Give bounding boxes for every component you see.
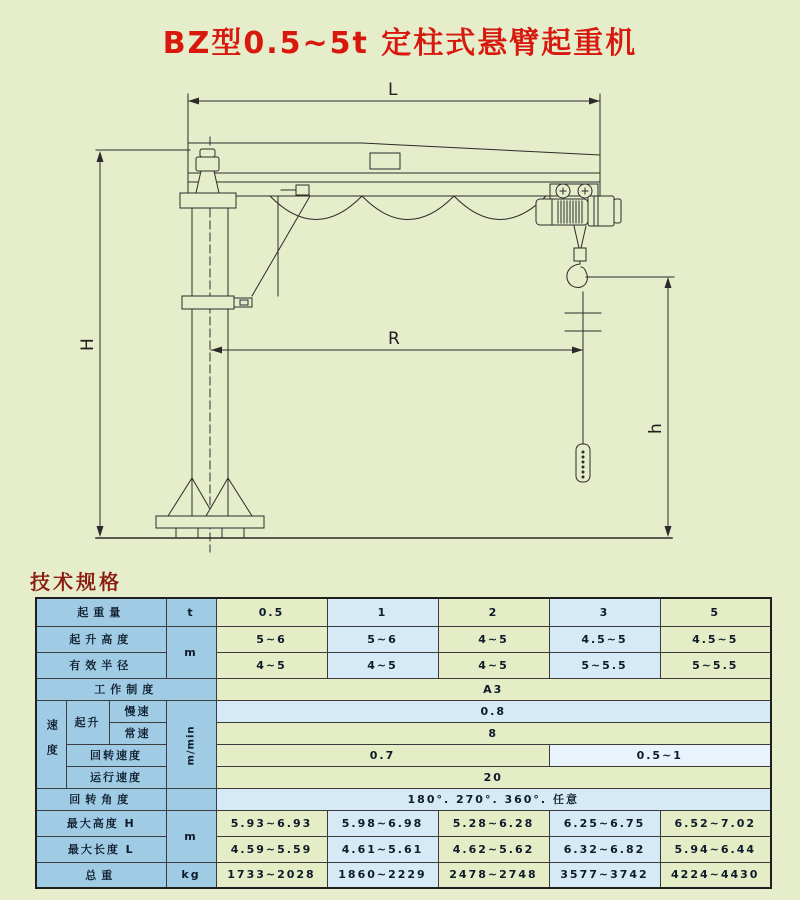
value-cell: 5.94~6.44 xyxy=(660,836,771,862)
row-max-height xyxy=(36,810,771,836)
slew-drive-motor xyxy=(196,149,219,193)
value-cell: 6.52~7.02 xyxy=(660,810,771,836)
page-title: BZ型0.5~5t 定柱式悬臂起重机 xyxy=(162,26,638,61)
row-lifting-height xyxy=(36,626,771,652)
value-cell: 4~5 xyxy=(438,652,549,678)
hoist-drum xyxy=(536,199,588,225)
hook xyxy=(567,264,588,288)
hook-centerline xyxy=(565,292,601,482)
row-slewing-angle xyxy=(36,788,771,810)
value-cell: 5.28~6.28 xyxy=(438,810,549,836)
value-cell: 0.5 xyxy=(216,598,327,626)
unit-cell: kg xyxy=(166,862,216,888)
dimension-h-label: h xyxy=(646,423,666,434)
value-cell: 5~5.5 xyxy=(660,652,771,678)
value-cell: 4~5 xyxy=(327,652,438,678)
value-cell: 1733~2028 xyxy=(216,862,327,888)
row-label: 起升高度 xyxy=(36,626,166,652)
section-heading: 技术规格 xyxy=(30,570,122,594)
row-label: 常速 xyxy=(109,722,166,744)
unit-cell: t xyxy=(166,598,216,626)
value-cell: 0.7 xyxy=(216,744,549,766)
value-cell: 3 xyxy=(549,598,660,626)
column xyxy=(156,137,310,552)
value-cell: 4.59~5.59 xyxy=(216,836,327,862)
value-cell: 4.61~5.61 xyxy=(327,836,438,862)
value-cell: A3 xyxy=(216,678,771,700)
unit-cell: m/min xyxy=(166,700,216,788)
value-cell: 8 xyxy=(216,722,771,744)
hoisting-label: 起升 xyxy=(66,700,109,744)
value-cell: 1 xyxy=(327,598,438,626)
value-cell: 0.8 xyxy=(216,700,771,722)
dimension-H-label: H xyxy=(78,338,98,351)
value-cell: 2478~2748 xyxy=(438,862,549,888)
value-cell: 4.5~5 xyxy=(549,626,660,652)
row-lifting-capacity xyxy=(36,598,771,626)
value-cell: 180°. 270°. 360°. 任意 xyxy=(216,788,771,810)
dimension-H xyxy=(96,150,190,537)
unit-cell: m xyxy=(166,810,216,862)
row-label: 回转速度 xyxy=(66,744,166,766)
row-label: 最大高度 H xyxy=(36,810,166,836)
row-label: 最大长度 L xyxy=(36,836,166,862)
row-label: 慢速 xyxy=(109,700,166,722)
row-label: 有效半径 xyxy=(36,652,166,678)
speed-group-label: 速度 xyxy=(36,700,66,788)
row-speed-normal xyxy=(36,722,771,744)
row-label: 回转角度 xyxy=(36,788,166,810)
value-cell: 4~5 xyxy=(438,626,549,652)
value-cell: 5.93~6.93 xyxy=(216,810,327,836)
value-cell: 6.32~6.82 xyxy=(549,836,660,862)
value-cell: 5~5.5 xyxy=(549,652,660,678)
row-label: 起重量 xyxy=(36,598,166,626)
value-cell: 1860~2229 xyxy=(327,862,438,888)
lower-collar xyxy=(182,296,234,309)
value-cell: 3577~3742 xyxy=(549,862,660,888)
value-cell: 2 xyxy=(438,598,549,626)
hoist-motor xyxy=(588,196,614,226)
festoon-cables xyxy=(270,196,546,220)
hook-block xyxy=(574,248,586,261)
dimension-L-label: L xyxy=(388,80,398,100)
value-cell: 4224~4430 xyxy=(660,862,771,888)
electric-hoist xyxy=(536,184,621,288)
row-label: 总重 xyxy=(36,862,166,888)
upper-collar xyxy=(180,193,236,208)
row-label: 运行速度 xyxy=(66,766,166,788)
value-cell: 6.25~6.75 xyxy=(549,810,660,836)
row-total-weight xyxy=(36,862,771,888)
value-cell: 4~5 xyxy=(216,652,327,678)
unit-cell xyxy=(166,788,216,810)
row-duty-class xyxy=(36,678,771,700)
value-cell: 5~6 xyxy=(216,626,327,652)
value-cell: 20 xyxy=(216,766,771,788)
dimension-h xyxy=(586,277,674,537)
value-cell: 5 xyxy=(660,598,771,626)
value-cell: 4.62~5.62 xyxy=(438,836,549,862)
value-cell: 0.5~1 xyxy=(549,744,771,766)
dimension-R-label: R xyxy=(388,329,400,349)
value-cell: 5~6 xyxy=(327,626,438,652)
unit-cell: m xyxy=(166,626,216,678)
hoist-cables xyxy=(574,226,586,248)
row-speed-travel xyxy=(36,766,771,788)
value-cell: 4.5~5 xyxy=(660,626,771,652)
value-cell: 5.98~6.98 xyxy=(327,810,438,836)
row-label: 工作制度 xyxy=(36,678,216,700)
spec-table xyxy=(35,597,772,889)
row-speed-slow xyxy=(36,700,771,722)
row-speed-slewing xyxy=(36,744,771,766)
dimension-L xyxy=(188,94,600,155)
row-max-length xyxy=(36,836,771,862)
row-effective-radius xyxy=(36,652,771,678)
